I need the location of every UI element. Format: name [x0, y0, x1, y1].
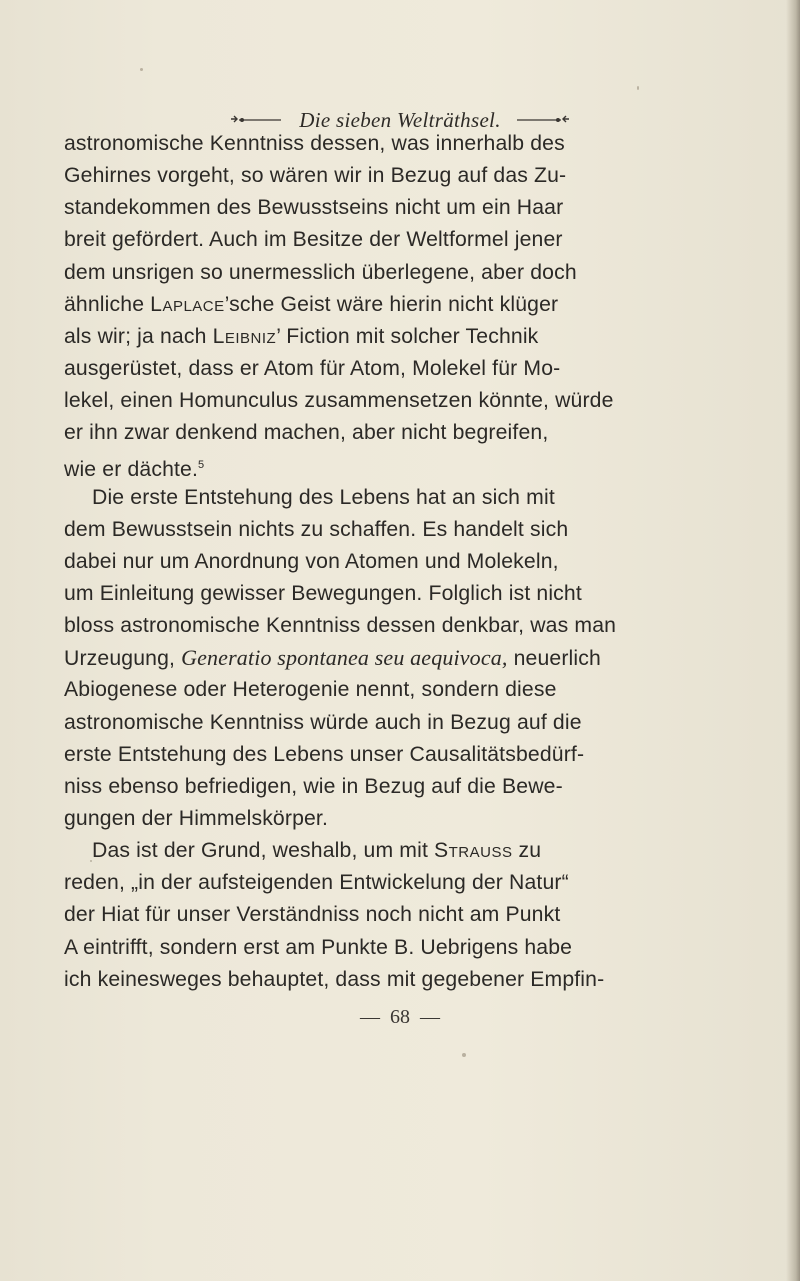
- text-line: er ihn zwar denkend machen, aber nicht begreifen,: [64, 421, 549, 445]
- text-line: dem Bewusstsein nichts zu schaffen. Es handelt sich: [64, 517, 569, 541]
- paragraph-start-line: Die erste Entstehung des Lebens hat an sich mit: [92, 485, 555, 509]
- speck: [462, 1053, 466, 1057]
- text-line: bloss astronomische Kenntniss dessen denkbar, was man: [64, 614, 617, 638]
- speck: [140, 68, 143, 71]
- text-line: dabei nur um Anordnung von Atomen und Molekeln,: [64, 549, 559, 573]
- text-line: ich keinesweges behauptet, dass mit gegebener Empfin-: [64, 967, 605, 991]
- text-line: ausgerüstet, dass er Atom für Atom, Molekel für Mo-: [64, 356, 561, 380]
- body-text: [64, 128, 744, 996]
- text-line: ähnliche Laplace’sche Geist wäre hierin nicht klüger: [64, 292, 559, 316]
- page-edge-shadow: [786, 0, 800, 1281]
- name-laplace: Laplace: [150, 292, 225, 316]
- right-ornament-icon: [513, 111, 571, 129]
- text-line: dem unsrigen so unermesslich überlegene, aber doch: [64, 260, 577, 284]
- name-leibniz: Leibniz: [212, 324, 277, 348]
- text-line: astronomische Kenntniss würde auch in Bezug auf die: [64, 710, 582, 734]
- speck: [90, 860, 92, 862]
- text-line: Urzeugung, Generatio spontanea seu aequivoca, neuerlich: [64, 645, 601, 671]
- text-line: gungen der Himmelskörper.: [64, 806, 329, 830]
- text-line: reden, „in der aufsteigenden Entwickelung der Natur“: [64, 871, 569, 895]
- text-line: erste Entstehung des Lebens unser Causalitätsbedürf-: [64, 742, 585, 766]
- text-line: als wir; ja nach Leibniz’ Fiction mit solcher Technik: [64, 324, 539, 348]
- text-line: wie er dächte.$^5$: [64, 458, 205, 482]
- text-line: breit gefördert. Auch im Besitze der Weltformel jener: [64, 228, 563, 252]
- left-ornament-icon: [229, 111, 287, 129]
- name-strauss: Strauss: [434, 839, 513, 863]
- text-line: Abiogenese oder Heterogenie nennt, sondern diese: [64, 678, 557, 702]
- text-line: niss ebenso befriedigen, wie in Bezug auf die Bewe-: [64, 774, 563, 798]
- page-number: — 68 —: [360, 1006, 440, 1028]
- footnote-marker: 5: [198, 459, 205, 472]
- paragraph-start-line: Das ist der Grund, weshalb, um mit Strauss zu: [92, 839, 542, 863]
- text-line: Gehirnes vorgeht, so wären wir in Bezug auf das Zu-: [64, 164, 567, 188]
- running-head-title: Die sieben Welträthsel.: [299, 107, 501, 132]
- text-line: um Einleitung gewisser Bewegungen. Folglich ist nicht: [64, 581, 582, 605]
- speck: [637, 86, 639, 90]
- text-line: der Hiat für unser Verständniss noch nicht am Punkt: [64, 903, 561, 927]
- text-line: lekel, einen Homunculus zusammensetzen könnte, würde: [64, 389, 614, 413]
- text-line: A eintrifft, sondern erst am Punkte B. Uebrigens habe: [64, 935, 573, 959]
- text-line: standekommen des Bewusstseins nicht um ein Haar: [64, 196, 564, 220]
- latin-term: Generatio spontanea seu aequivoca,: [181, 645, 508, 671]
- text-line: astronomische Kenntniss dessen, was innerhalb des: [64, 132, 565, 155]
